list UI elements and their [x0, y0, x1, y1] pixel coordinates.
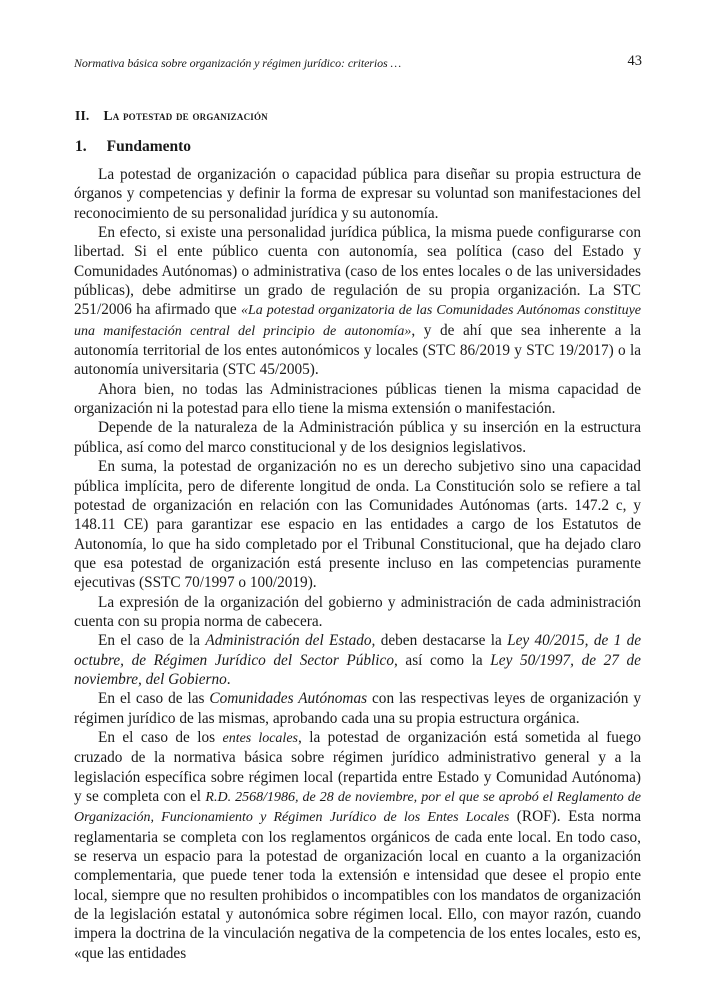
- paragraph-7: [74, 631, 641, 689]
- paragraph-6: La expresión de la organización del gobierno y administración de cada administración cuenta con su propia norma de cabecera.: [74, 593, 641, 630]
- subsection-title: Fundamento: [106, 138, 192, 155]
- paragraph-7-text-d: .: [226, 670, 231, 688]
- subsection-number: 1.: [75, 138, 87, 155]
- paragraph-8: [74, 689, 641, 728]
- paragraph-9-text-a: En el caso de los: [98, 728, 223, 746]
- section-number: II.: [75, 108, 90, 123]
- body-text: [74, 165, 641, 963]
- paragraph-8-text-a: En el caso de las: [98, 690, 210, 708]
- paragraph-7-text-b: deben destacarse la: [375, 632, 508, 650]
- section-title: La potestad de organización: [103, 108, 268, 123]
- paragraph-2-text-b: , y de ahí que sea inherente a la autonomía territorial de los entes autonómicos y locales (STC 86/2019 y STC 19/2017) o la autonomía universitaria (STC 45/2005).: [74, 321, 641, 379]
- entity-name-autonomous-communities: Comunidades Autónomas: [209, 690, 368, 708]
- constitutional-court-quote: «La potestad organizatoria de las Comunidades Autónomas constituye una manifestación central del principio de autonomía»: [74, 303, 641, 339]
- paragraph-4: Depende de la naturaleza de la Administración pública y su inserción en la estructura pública, así como del marco constitucional y de los designios legislativos.: [74, 419, 641, 456]
- paragraph-9-text-c: (ROF). Esta norma reglamentaria se completa con los reglamentos orgánicos de cada ente local. En todo caso, se reserva un espacio para la potestad de organización local en cuanto a la organización complementaria, que puede tener toda la extensión e intensidad que desee el propio ente local, siempre que no resulten prohibidos o incompatibles con los mandatos de organización de la legislación estatal y autonómica sobre régimen local. Ello, con mayor razón, cuando impera la doctrina de la vinculación negativa de la competencia de los entes locales, esto es, «que las entidades: [74, 808, 641, 962]
- law-reference-rd-2568-1986: R.D. 2568/1986, de 28 de noviembre, por el que se aprobó el Reglamento de Organización, Funcionamiento y Régimen Jurídico de los Entes Locales: [74, 790, 642, 826]
- law-reference-40-2015: Ley 40/2015, de 1 de octubre, de Régimen Jurídico del Sector Público: [74, 632, 642, 669]
- paragraph-7-text-a: En el caso de la: [98, 632, 206, 650]
- paragraph-3: Ahora bien, no todas las Administraciones públicas tienen la misma capacidad de organización ni la potestad para ello tiene la misma extensión o manifestación.: [74, 380, 641, 418]
- running-header: [74, 55, 642, 73]
- paragraph-7-text-c: , así como la: [393, 651, 491, 669]
- page-number: 43: [627, 53, 642, 69]
- paragraph-2-text-a: En efecto, si existe una personalidad jurídica pública, la misma puede configurarse con libertad. Si el ente público cuenta con autonomía, sea política (caso del Estado y Comunidades Autónomas) o administrativa (caso de los entes locales o de las universidades públicas), debe admitirse un grado de regulación de su propia organización. La STC 251/2006 ha afirmado que: [74, 224, 641, 319]
- section-heading: [75, 108, 268, 124]
- entity-name-state: Administración del Estado,: [205, 632, 376, 650]
- law-reference-50-1997: Ley 50/1997, de 27 de noviembre, del Gobierno: [74, 651, 641, 688]
- entity-name-local-entities: entes locales: [222, 730, 298, 746]
- subsection-heading: [75, 138, 191, 156]
- running-title: Normativa básica sobre organización y régimen jurídico: criterios …: [74, 56, 402, 70]
- paragraph-5: En suma, la potestad de organización no es un derecho subjetivo sino una capacidad pública implícita, pero de diferente longitud de onda. La Constitución solo se refiere a tal potestad de organización en relación con las Comunidades Autónomas (arts. 147.2 c, y 148.11 CE) para garantizar ese espacio en las entidades a cargo de los Estatutos de Autonomía, lo que ha sido completado por el Tribunal Constitucional, que ha dejado claro que esa potestad de organización está presente incluso en las competencias puramente ejecutivas (SSTC 70/1997 o 100/2019).: [74, 458, 641, 592]
- paragraph-9-text-b: , la potestad de organización está sometida al fuego cruzado de la normativa básica sobre régimen jurídico administrativo general y a la legislación específica sobre régimen local (repartida entre Estado y Comunidad Autónoma) y se completa con el: [74, 728, 642, 805]
- paragraph-1: La potestad de organización o capacidad pública para diseñar su propia estructura de órganos y competencias y definir la forma de expresar su voluntad son manifestaciones del reconocimiento de su personalidad jurídica y su autonomía.: [74, 166, 641, 222]
- paragraph-8-text-b: con las respectivas leyes de organización y régimen jurídico de las mismas, aprobando cada una su propia estructura orgánica.: [74, 690, 641, 727]
- paragraph-2: [74, 223, 641, 380]
- paragraph-9: [74, 728, 641, 963]
